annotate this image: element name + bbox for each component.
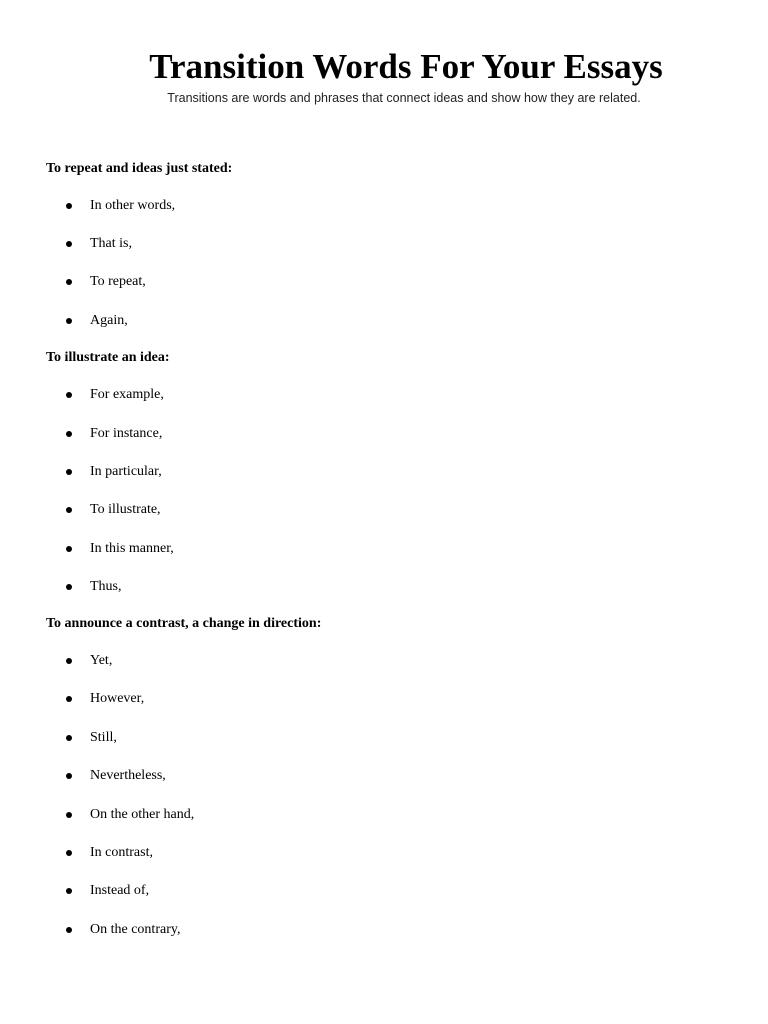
list-item-text: In other words,: [90, 198, 176, 213]
list-item: [66, 424, 163, 444]
bullet-icon: [66, 279, 72, 285]
bullet-icon: [66, 773, 72, 779]
list-item: [66, 843, 153, 863]
bullet-icon: [66, 658, 72, 664]
list-item-text: That is,: [90, 236, 132, 251]
list-item: [66, 500, 161, 520]
list-item: [66, 766, 166, 786]
bullet-icon: [66, 469, 72, 475]
list-item: [66, 577, 122, 597]
list-item: [66, 234, 132, 254]
list-item: [66, 881, 150, 901]
list-item-text: On the contrary,: [90, 922, 181, 937]
bullet-icon: [66, 507, 72, 513]
list-item-text: On the other hand,: [90, 807, 195, 822]
list-item: [66, 728, 117, 748]
list-item: [66, 805, 195, 825]
bullet-icon: [66, 431, 72, 437]
list-item: [66, 272, 146, 292]
document-title: Transition Words For Your Essays: [149, 47, 663, 86]
list-item-text: For instance,: [90, 426, 163, 441]
bullet-icon: [66, 241, 72, 247]
list-item-text: In this manner,: [90, 541, 174, 556]
list-item-text: Again,: [90, 313, 128, 328]
list-item: [66, 689, 145, 709]
list-item-text: Still,: [90, 730, 117, 745]
bullet-icon: [66, 203, 72, 209]
list-item-text: For example,: [90, 387, 164, 402]
bullet-icon: [66, 927, 72, 933]
bullet-icon: [66, 735, 72, 741]
bullet-icon: [66, 850, 72, 856]
list-item: [66, 311, 128, 331]
list-item-text: To repeat,: [90, 274, 146, 289]
list-item-text: Nevertheless,: [90, 768, 166, 783]
section-heading-contrast: To announce a contrast, a change in direction:: [46, 616, 322, 631]
list-item: [66, 651, 113, 671]
list-item: [66, 462, 162, 482]
list-item-text: To illustrate,: [90, 502, 161, 517]
list-item: [66, 539, 174, 559]
bullet-icon: [66, 812, 72, 818]
list-item-text: In particular,: [90, 464, 162, 479]
document-subtitle: Transitions are words and phrases that connect ideas and show how they are related.: [167, 91, 641, 105]
bullet-icon: [66, 318, 72, 324]
bullet-icon: [66, 696, 72, 702]
list-item-text: Thus,: [90, 579, 122, 594]
list-item-text: Instead of,: [90, 883, 150, 898]
bullet-icon: [66, 888, 72, 894]
list-item: [66, 196, 176, 216]
list-item: [66, 385, 164, 405]
list-item-text: However,: [90, 691, 145, 706]
list-item-text: Yet,: [90, 653, 113, 668]
list-item: [66, 920, 181, 940]
bullet-icon: [66, 392, 72, 398]
list-item-text: In contrast,: [90, 845, 153, 860]
section-heading-illustrate: To illustrate an idea:: [46, 350, 170, 365]
section-heading-repeat: To repeat and ideas just stated:: [46, 161, 233, 176]
bullet-icon: [66, 546, 72, 552]
bullet-icon: [66, 584, 72, 590]
